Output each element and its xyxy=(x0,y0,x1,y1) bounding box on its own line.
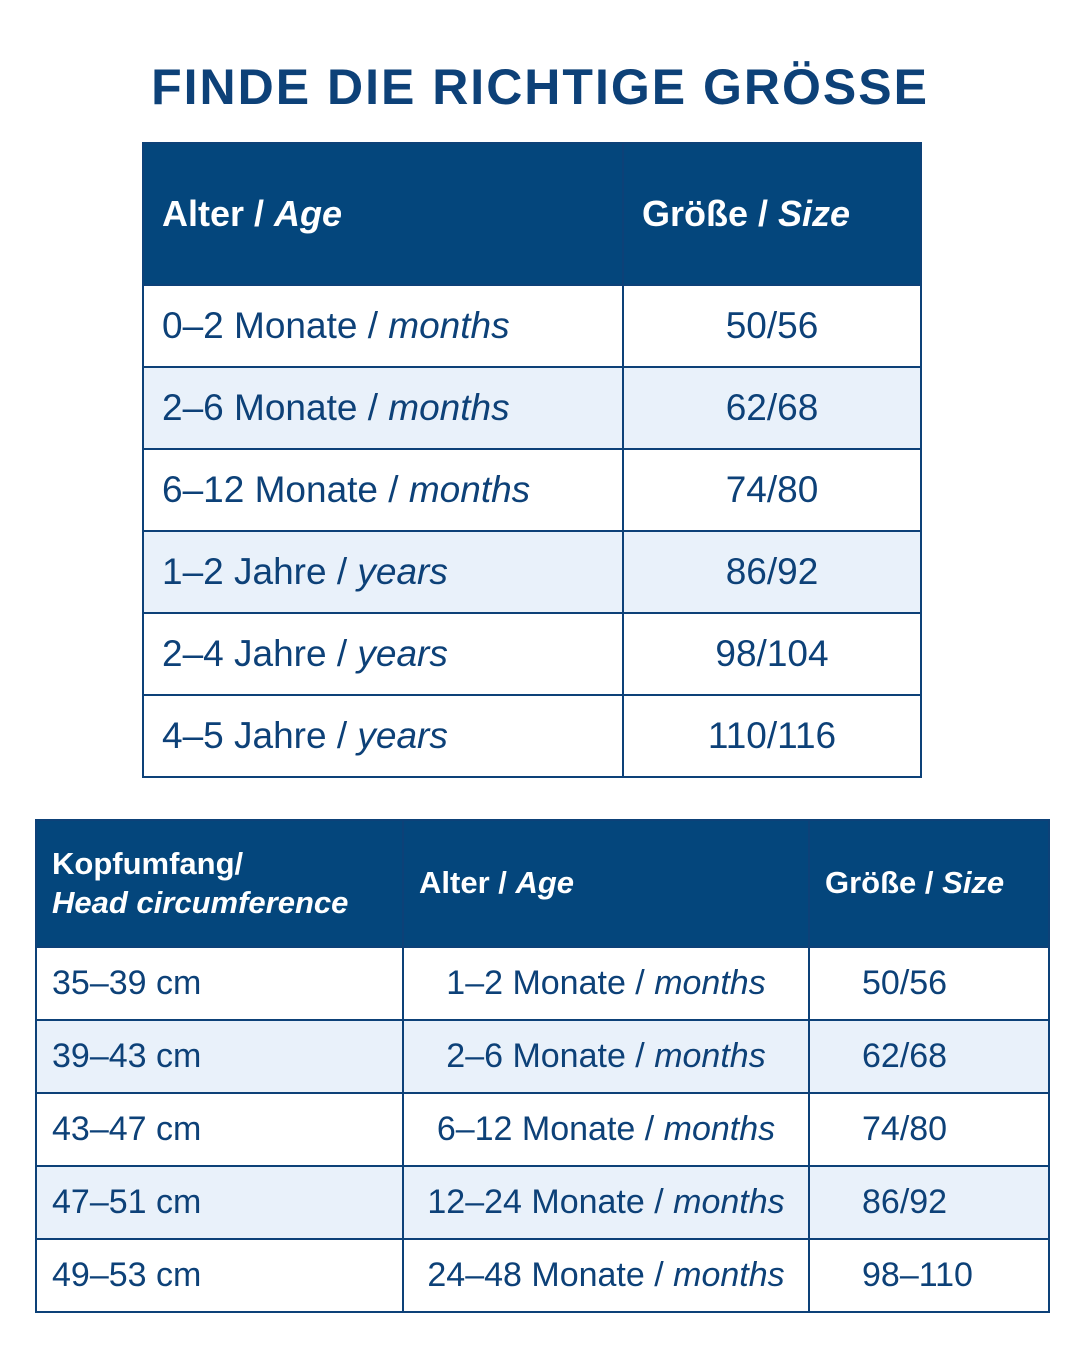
head-circumference-cell: 39–43 cm xyxy=(36,1020,403,1093)
size-cell: 110/116 xyxy=(623,695,921,777)
table-row xyxy=(143,367,921,449)
size-cell: 74/80 xyxy=(809,1093,1049,1166)
age-cell: 24–48 Monate / months xyxy=(403,1239,809,1312)
table-row xyxy=(143,449,921,531)
size-cell: 62/68 xyxy=(809,1020,1049,1093)
table-row xyxy=(143,285,921,367)
age-cell: 1–2 Monate / months xyxy=(403,947,809,1020)
table-header-row xyxy=(36,820,1049,947)
size-cell: 98–110 xyxy=(809,1239,1049,1312)
age-cell: 2–4 Jahre / years xyxy=(143,613,623,695)
age-cell: 12–24 Monate / months xyxy=(403,1166,809,1239)
age-cell: 0–2 Monate / months xyxy=(143,285,623,367)
age-cell: 4–5 Jahre / years xyxy=(143,695,623,777)
size-column-header: Größe / Size xyxy=(809,820,1049,947)
table-row xyxy=(36,1166,1049,1239)
table-row xyxy=(36,947,1049,1020)
table-header-row xyxy=(143,143,921,285)
head-circumference-cell: 43–47 cm xyxy=(36,1093,403,1166)
table-row xyxy=(143,531,921,613)
table-row xyxy=(36,1093,1049,1166)
head-circumference-column-header: Kopfumfang/ Head circumference xyxy=(36,820,403,947)
size-cell: 86/92 xyxy=(809,1166,1049,1239)
age-cell: 2–6 Monate / months xyxy=(143,367,623,449)
head-circumference-cell: 49–53 cm xyxy=(36,1239,403,1312)
size-column-header: Größe / Size xyxy=(623,143,921,285)
age-cell: 2–6 Monate / months xyxy=(403,1020,809,1093)
head-circumference-cell: 35–39 cm xyxy=(36,947,403,1020)
age-column-header: Alter / Age xyxy=(403,820,809,947)
table-row xyxy=(36,1239,1049,1312)
table-row xyxy=(36,1020,1049,1093)
size-cell: 74/80 xyxy=(623,449,921,531)
size-by-age-table xyxy=(142,142,922,778)
page-title: FINDE DIE RICHTIGE GRÖSSE xyxy=(151,59,929,115)
head-circumference-cell: 47–51 cm xyxy=(36,1166,403,1239)
age-column-header: Alter / Age xyxy=(143,143,623,285)
age-cell: 1–2 Jahre / years xyxy=(143,531,623,613)
size-cell: 62/68 xyxy=(623,367,921,449)
size-cell: 86/92 xyxy=(623,531,921,613)
size-cell: 98/104 xyxy=(623,613,921,695)
size-by-head-circumference-table xyxy=(35,819,1050,1313)
size-cell: 50/56 xyxy=(809,947,1049,1020)
size-cell: 50/56 xyxy=(623,285,921,367)
age-cell: 6–12 Monate / months xyxy=(403,1093,809,1166)
age-cell: 6–12 Monate / months xyxy=(143,449,623,531)
table-row xyxy=(143,613,921,695)
table-row xyxy=(143,695,921,777)
